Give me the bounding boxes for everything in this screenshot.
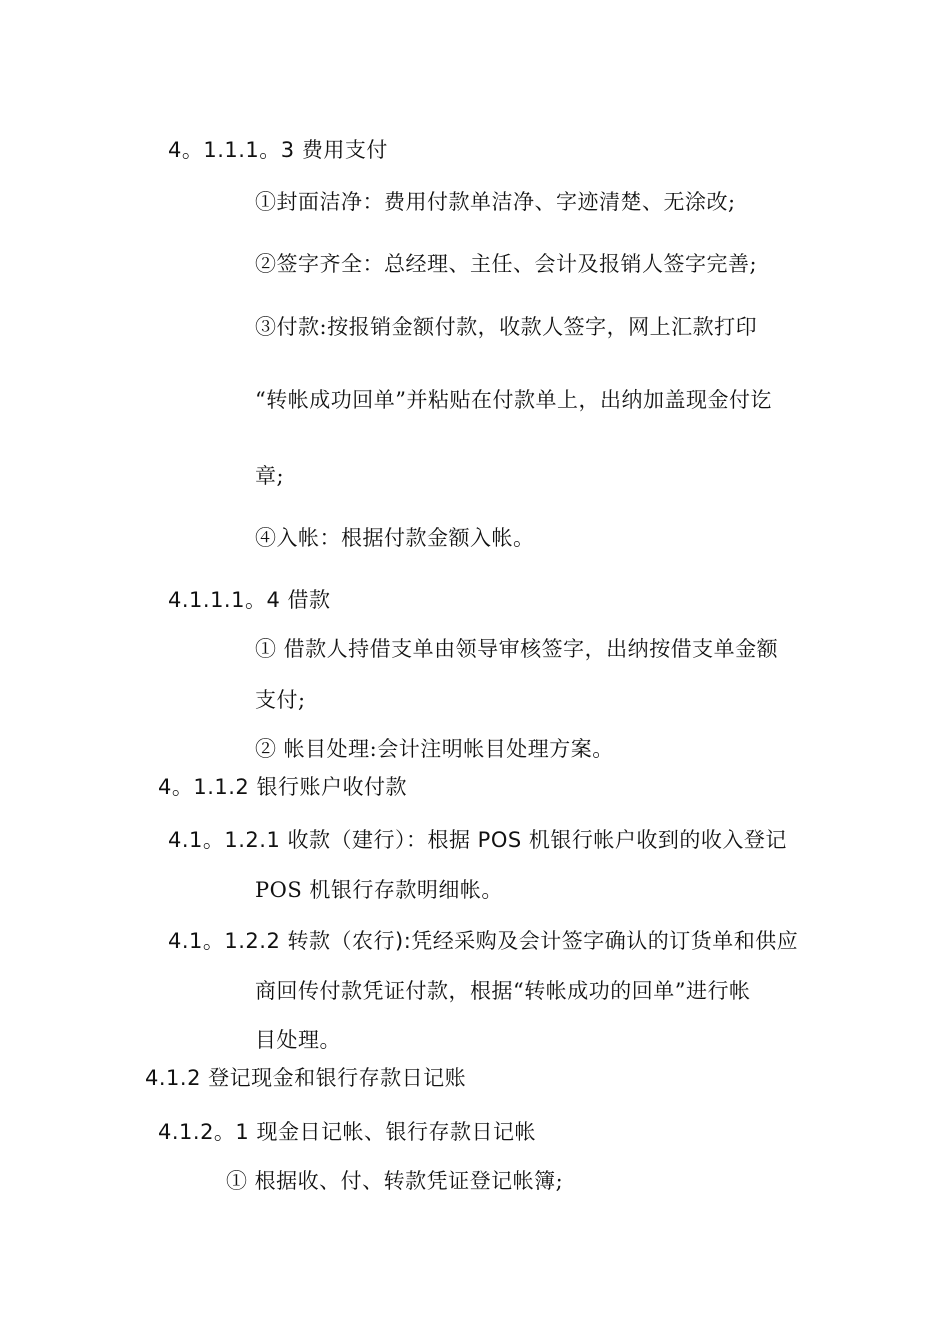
paragraph-transfer-line2: 商回传付款凭证付款，根据“转帐成功的回单”进行帐 xyxy=(255,979,751,1003)
paragraph-transfer-line3: 目处理。 xyxy=(255,1028,341,1052)
heading-4-1-2-1: 4.1.2。1 现金日记帐、银行存款日记帐 xyxy=(158,1120,536,1144)
paragraph-payment-line1: ③付款:按报销金额付款，收款人签字，网上汇款打印 xyxy=(255,315,758,339)
heading-4-1-2: 4.1.2 登记现金和银行存款日记账 xyxy=(145,1066,467,1090)
paragraph-account-handling: ② 帐目处理:会计注明帐目处理方案。 xyxy=(255,737,614,761)
paragraph-loan-line2: 支付; xyxy=(255,688,306,712)
paragraph-collection-line2: POS 机银行存款明细帐。 xyxy=(255,878,503,902)
paragraph-signatures: ②签字齐全：总经理、主任、会计及报销人签字完善; xyxy=(255,252,758,276)
heading-4-1-1-1-3: 4。1.1.1。3 费用支付 xyxy=(168,138,388,162)
paragraph-entry: ④入帐：根据付款金额入帐。 xyxy=(255,526,535,550)
paragraph-collection-line1: 4.1。1.2.1 收款（建行）：根据 POS 机银行帐户收到的收入登记 xyxy=(168,828,787,852)
paragraph-cover-clean: ①封面洁净：费用付款单洁净、字迹清楚、无涂改; xyxy=(255,190,736,214)
heading-4-1-1-1-4: 4.1.1.1。4 借款 xyxy=(168,588,331,612)
paragraph-transfer-line1: 4.1。1.2.2 转款（农行):凭经采购及会计签字确认的订货单和供应 xyxy=(168,929,799,953)
paragraph-register-books: ① 根据收、付、转款凭证登记帐簿; xyxy=(226,1169,564,1193)
heading-4-1-1-2: 4。1.1.2 银行账户收付款 xyxy=(158,775,407,799)
paragraph-payment-line2: “转帐成功回单”并粘贴在付款单上，出纳加盖现金付讫 xyxy=(255,388,772,412)
paragraph-payment-line3: 章; xyxy=(255,464,285,488)
paragraph-loan-line1: ① 借款人持借支单由领导审核签字，出纳按借支单金额 xyxy=(255,637,779,661)
